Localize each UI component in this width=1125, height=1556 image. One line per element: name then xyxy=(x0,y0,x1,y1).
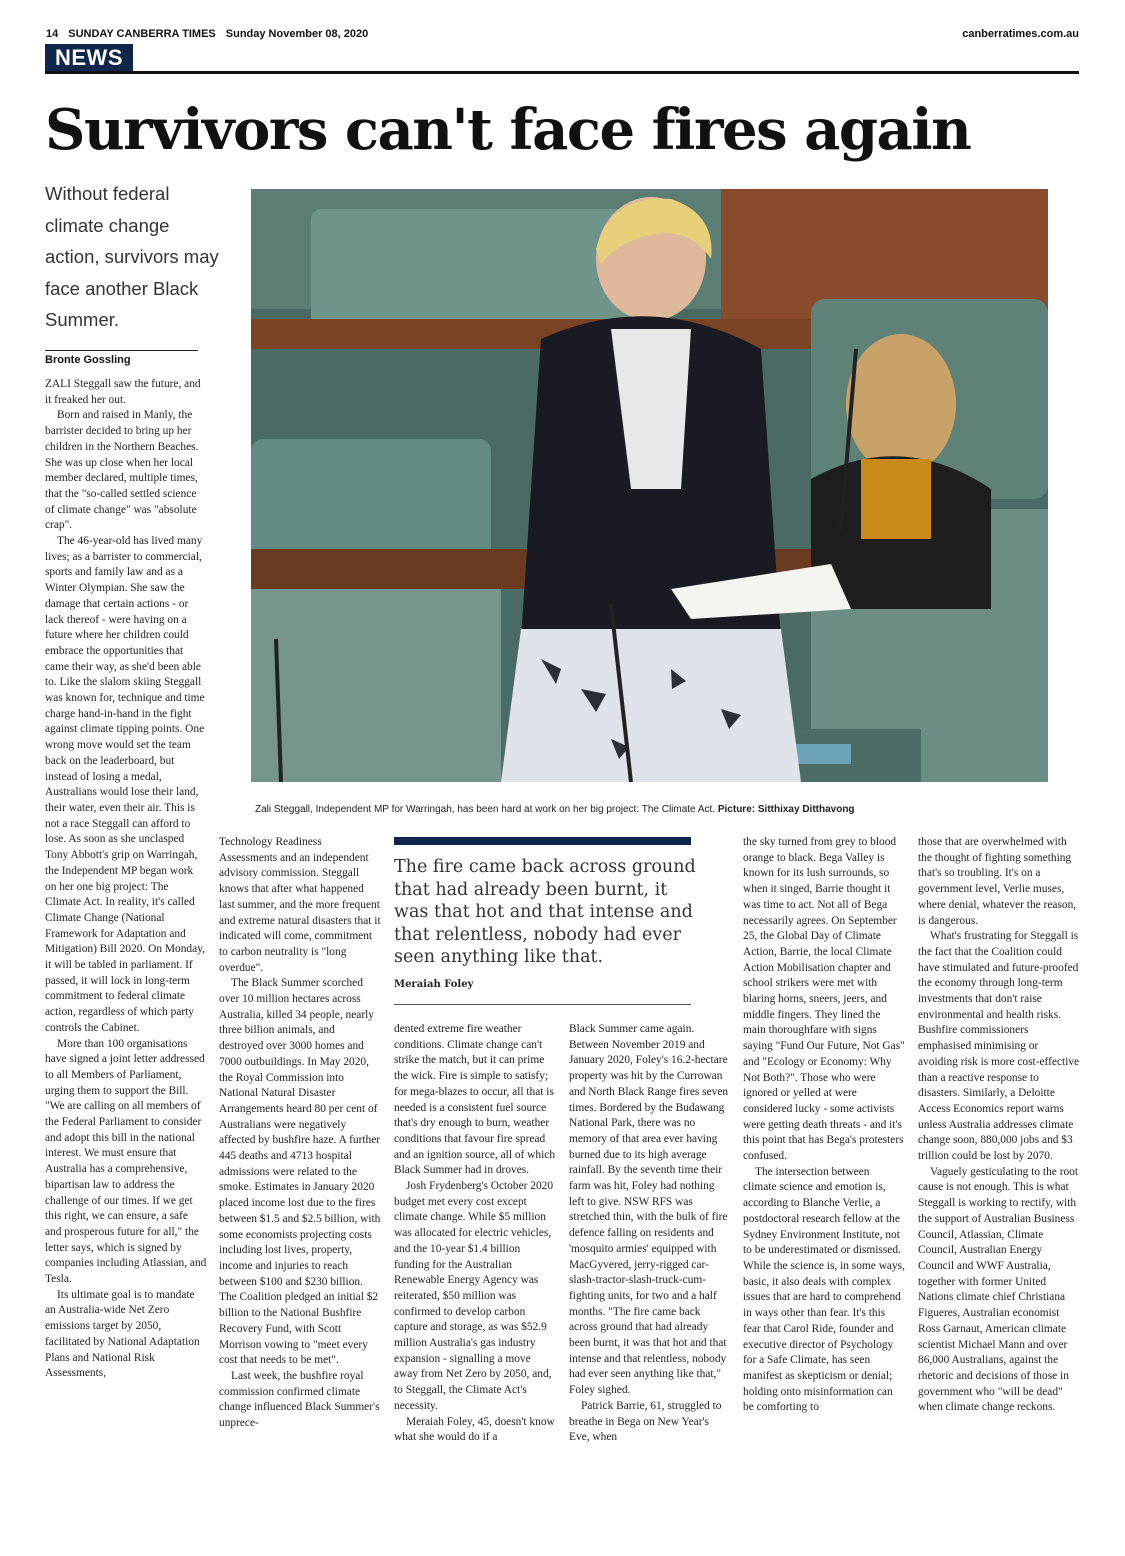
pull-quote-bar xyxy=(394,837,691,845)
paragraph: Meraiah Foley, 45, doesn't know what she would do if a xyxy=(394,1415,555,1444)
paragraph: What's frustrating for Steggall is the fact that the Coalition could have stimulated and future-proofed the economy through long-term investments that don't raise environmental and health risks. Bushfire commissioners emphasised minimising or avoiding risk is more cost-effective than a reactive response to disasters. Similarly, a Deloitte Access Economics report warns unless Australia addresses climate change soon, 880,000 jobs and $3 trillion could be lost by 2070. xyxy=(918,930,1080,1163)
article-column-3 xyxy=(394,1022,556,1446)
article-photo xyxy=(251,189,1048,782)
paragraph: The Black Summer scorched over 10 million hectares across Australia, killed 34 people, nearly three billion animals, and destroyed over 3000 homes and 7000 outbuildings. In May 2020, the Royal Commission into National Natural Disaster Arrangements heard 80 per cent of Australians were negatively affected by bushfire haze. A further 445 deaths and 4713 hospital admissions were related to the smoke. Estimates in January 2020 placed income lost due to the fires between $1.5 and $2.5 billion, with some economists projecting costs including lost lives, property, income and injuries to reach between $100 and $230 billion. The Coalition pledged an initial $2 billion to the National Bushfire Recovery Fund, with Scott Morrison vowing to "meet every cost that needs to be met". xyxy=(219,977,381,1367)
paragraph: Born and raised in Manly, the barrister decided to bring up her children in the Northern Beaches. She was up close when her local member declared, multiple times, that the "so-called settled science of climate change" was "absolute crap". xyxy=(45,409,199,532)
standfirst: Without federal climate change action, survivors may face another Black Summer. xyxy=(45,183,219,330)
paragraph: Its ultimate goal is to mandate an Australia-wide Net Zero emissions target by 2050, facilitated by National Adaptation Plans and National Risk Assessments, xyxy=(45,1288,200,1380)
page-header xyxy=(46,28,378,40)
page-number: 14 xyxy=(46,28,59,40)
paragraph: Vaguely gesticulating to the root cause is not enough. This is what Steggall is working to rectify, with the support of Australian Business Council, Atlassian, Climate Council, Australian Energy Council and WWF Australia, together with former United Nations climate chief Christiana Figueres, Australian economist Ross Garnaut, American climate scientist Michael Mann and over 86,000 Australians, against the rhetoric and decisions of those in government who "will be dead" when climate change reckons. xyxy=(918,1165,1079,1414)
paragraph: dented extreme fire weather conditions. Climate change can't strike the match, but it can prime the wick. Fire is simple to satisfy; for mega-blazes to occur, all that is needed is a consistent fuel source that's dry enough to burn, weather conditions that favour fire spread and an ignition source, all of which Black Summer had in droves. xyxy=(394,1023,556,1177)
pull-quote: The fire came back across ground that had already been burnt, it was that hot and that intense and that relentless, nobody had ever seen anything like that. xyxy=(394,857,696,967)
paragraph: Patrick Barrie, 61, struggled to breathe in Bega on New Year's Eve, when xyxy=(569,1399,722,1444)
paragraph: the sky turned from grey to blood orange to black. Bega Valley is known for its lush surrounds, so when it singed, Barrie thought it was time to act. Not all of Bega necessarily agrees. On September 25, the Global Day of Climate Action, Barrie, the local Climate Action Mobilisation chapter and school strikers were met with blaring horns, sneers, jeers, and middle fingers. They lined the main thoroughfare with signs saying "Fund Our Future, Not Gas" and "Ecology or Economy: Why Not Both?". Those who were ignored or yelled at were considered lucky - some activists were getting death threats - and it's this point that has Bega's protesters confused. xyxy=(743,836,905,1163)
caption-credit: Picture: Sitthixay Ditthavong xyxy=(717,804,855,815)
pull-quote-author: Meraiah Foley xyxy=(394,979,474,990)
paragraph: Josh Frydenberg's October 2020 budget met every cost except climate change. While $5 million was allocated for electric vehicles, and the 10-year $1.4 billion funding for the Australian Renewable Energy Agency was reiterated, $50 million was confirmed to develop carbon capture and storage, as was $52.9 million Australia's gas industry expansion - signalling a move away from Net Zero by 2050, and, to Steggall, the Climate Act's necessity. xyxy=(394,1180,554,1412)
article-column-5 xyxy=(743,835,905,1416)
caption-text: Zali Steggall, Independent MP for Warringah, has been hard at work on her big project: The Climate Act. xyxy=(255,804,716,815)
paragraph: Black Summer came again. Between November 2019 and January 2020, Foley's 16.2-hectare property was hit by the Currowan and North Black Range fires seven times. Bordered by the Budawang National Park, there was no memory of that area ever having burned due to its high average rainfall. By the seventh time their farm was hit, Foley had nothing left to give. NSW RFS was stretched thin, with the bulk of fire defence falling on residents and 'mosquito armies' equipped with MacGyvered, jerry-rigged car-slash-tractor-slash-truck-cum-fighting units, for two and a half months. "The fire came back across ground that had already been burnt, it was that hot and that intense and that relentless, nobody had ever seen anything like that," Foley sighed. xyxy=(569,1023,729,1397)
byline-rule xyxy=(45,350,198,351)
byline: Bronte Gossling xyxy=(45,354,131,366)
article-column-2 xyxy=(219,835,381,1432)
pull-quote-rule xyxy=(394,1004,691,1005)
headline: Survivors can't face fires again xyxy=(45,97,971,163)
section-tag: NEWS xyxy=(45,44,133,72)
photo-illustration xyxy=(251,189,1048,782)
article-column-4 xyxy=(569,1022,731,1446)
paragraph: those that are overwhelmed with the thought of fighting something that's so troubling. It's on a government level, Verlie muses, where denial, whatever the reason, is dangerous. xyxy=(918,836,1077,927)
paragraph: More than 100 organisations have signed a joint letter addressed to all Members of Parliament, urging them to support the Bill. "We are calling on all members of the Federal Parliament to consider and adopt this bill in the national interest. We must ensure that Australia has a comprehensive, bipartisan law to address the challenge of our times. If we get this right, we can ensure, a safe and prosperous future for all," the letter says, which is signed by companies including Atlassian, and Tesla. xyxy=(45,1037,207,1286)
photo-caption xyxy=(255,804,1075,815)
paragraph: ZALI Steggall saw the future, and it freaked her out. xyxy=(45,378,201,406)
header-rule xyxy=(45,71,1079,74)
article-column-6 xyxy=(918,835,1080,1416)
website: canberratimes.com.au xyxy=(962,28,1079,40)
paper-name: SUNDAY CANBERRA TIMES xyxy=(68,28,216,40)
issue-date: Sunday November 08, 2020 xyxy=(225,28,369,40)
article-column-1 xyxy=(45,377,207,1382)
paragraph: Last week, the bushfire royal commission confirmed climate change influenced Black Summer's unprece- xyxy=(219,1369,380,1430)
paragraph: The intersection between climate science and emotion is, according to Blanche Verlie, a postdoctoral research fellow at the Sydney Environment Institute, not to be underestimated or dismissed. While the science is, in some ways, basic, it also deals with complex issues that are hard to comprehend in ways other than fear. It's this fear that Carol Ride, founder and executive director of Psychology for a Safe Climate, has seen manifest as skepticism or denial; holding onto misinformation can be comforting to xyxy=(743,1165,905,1414)
paragraph: The 46-year-old has lived many lives; as a barrister to commercial, sports and family law and as a Winter Olympian. She saw the damage that certain actions - or lack thereof - were having on a future where her children could embrace the opportunities that came their way, as she'd been able to. Like the slalom skiing Steggall was known for, technique and time charge hand-in-hand in the fight against climate tipping points. One wrong move would set the team back on the leaderboard, but instead of losing a medal, Australians would lose their land, their water, even their air. This is not a race Steggall can afford to lose. As soon as she unclasped Tony Abbott's grip on Warringah, the Independent MP began work on her one big project: The Climate Act. In reality, it's called Climate Change (National Framework for Adaptation and Mitigation) Bill 2020. On Monday, it will be tabled in parliament. If passed, it will lock in long-term commitment to federal climate action, regardless of which party controls the Cabinet. xyxy=(45,535,205,1034)
paragraph: Technology Readiness Assessments and an independent advisory commission. Steggall knows that after what happened last summer, and the more frequent and extreme natural disasters that it indicated will come, commitment to carbon neutrality is "long overdue". xyxy=(219,836,381,974)
